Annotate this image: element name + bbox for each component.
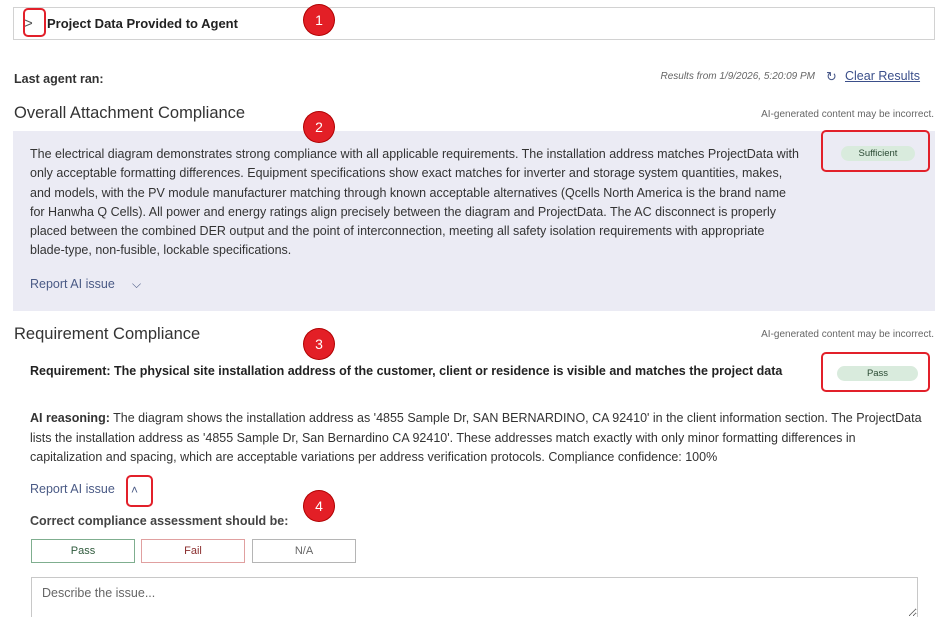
annotation-marker-2: 2 — [304, 112, 334, 142]
highlight-box — [821, 352, 930, 392]
assessment-na-button[interactable]: N/A — [252, 539, 356, 563]
overall-summary-text: The electrical diagram demonstrates strong compliance with all applicable requirements. The installation address matches ProjectData with only acceptable formatting differences. Equipment specifications show exact matches for inverter and storage system quantities, makes, and models, with the PV module manufacturer matching through known acceptable alternatives (Qcells North America is the brand name for Hanwha Q Cells). All power and energy ratings align precisely between the diagram and ProjectData. The AC disconnect is properly placed between the combined DER output and the point of interconnection, meeting all safety isolation requirements with appropriate blade-type, non-fusible, lockable specifications. — [30, 147, 799, 258]
overall-compliance-title: Overall Attachment Compliance — [14, 104, 246, 122]
annotation-marker-1: 1 — [304, 5, 334, 35]
ai-reasoning — [30, 409, 925, 468]
ai-disclaimer: AI-generated content may be incorrect. — [761, 329, 934, 340]
annotation-marker-4: 4 — [304, 491, 334, 521]
chevron-up-icon[interactable]: ˄ — [131, 483, 139, 497]
requirement-text: Requirement: The physical site installation address of the customer, client or residence is visible and matches the project data — [30, 364, 783, 378]
report-ai-issue-link[interactable]: Report AI issue — [30, 482, 115, 496]
requirement-compliance-title: Requirement Compliance — [14, 325, 201, 343]
status-badge: Pass — [837, 366, 918, 381]
accordion-title: Project Data Provided to Agent — [47, 16, 238, 31]
clear-results-link[interactable]: Clear Results — [845, 69, 921, 83]
report-ai-issue-link[interactable]: Report AI issue — [30, 277, 115, 291]
ai-disclaimer: AI-generated content may be incorrect. — [761, 109, 934, 120]
highlight-box — [821, 130, 930, 172]
annotation-marker-3: 3 — [304, 329, 334, 359]
chevron-right-icon[interactable]: > — [24, 15, 33, 32]
chevron-down-icon[interactable]: ⌵ — [132, 277, 142, 291]
assessment-fail-button[interactable]: Fail — [141, 539, 245, 563]
project-data-accordion[interactable] — [13, 7, 935, 40]
highlight-box — [126, 475, 153, 507]
highlight-box — [23, 8, 46, 37]
ai-reasoning-label: AI reasoning: — [30, 411, 110, 425]
last-agent-ran-label: Last agent ran: — [14, 72, 104, 86]
correct-assessment-label: Correct compliance assessment should be: — [30, 514, 289, 528]
status-badge: Sufficient — [841, 146, 915, 161]
assessment-pass-button[interactable]: Pass — [31, 539, 135, 563]
ai-reasoning-text: The diagram shows the installation address as '4855 Sample Dr, SAN BERNARDINO, CA 92410' in the client information section. The ProjectData lists the installation address as '4855 Sample Dr, San Bernardino CA 92410'. These addresses match exactly with only minor formatting differences in capitalization and spacing, which are acceptable variations per address verification protocols. Compliance confidence: 100% — [30, 411, 922, 465]
results-timestamp: Results from 1/9/2026, 5:20:09 PM — [660, 71, 815, 82]
refresh-icon[interactable]: ↻ — [826, 69, 837, 84]
overall-compliance-panel — [13, 131, 935, 311]
describe-issue-input[interactable] — [31, 577, 918, 617]
